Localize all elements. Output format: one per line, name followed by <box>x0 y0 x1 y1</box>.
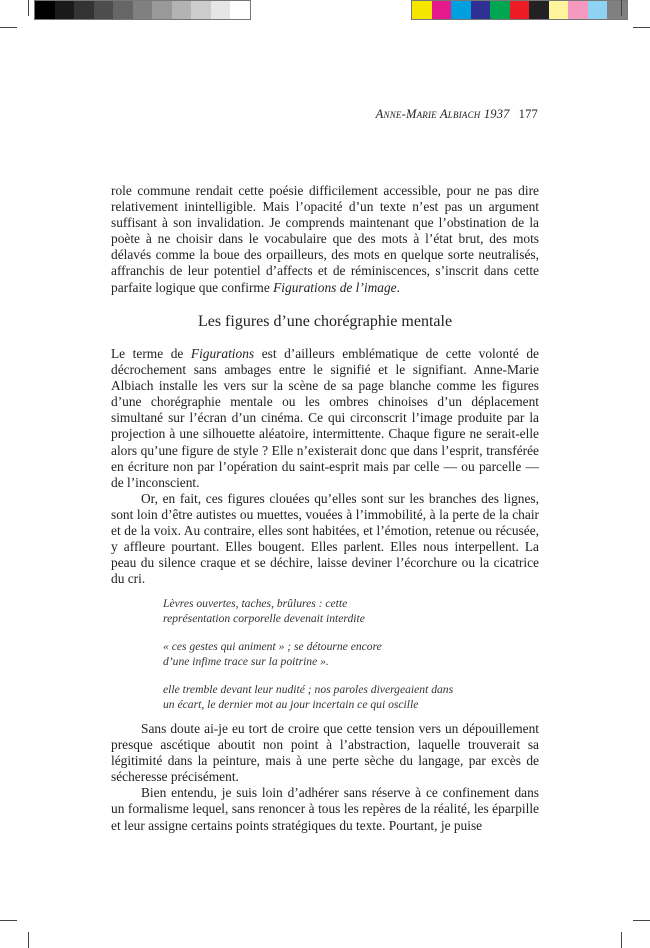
section-heading: Les figures d’une chorégraphie mentale <box>197 313 453 330</box>
paragraph-2: Le terme de Figurations est d’ailleurs emblématique de cette volonté de décrochement sans ambages entre le signifié et le signifiant. Anne-Marie Albiach installe les vers sur la scène de sa page blanche comme les figures d’une chorégraphie mentale ou les ombres chinoises d’un déplacement simultané sur l’écran d’un cinéma. Ce qui circonscrit l’image produite par la projection à une silhouette aléatoire, intermittente. Chaque figure ne serait-elle alors qu’une figure de style ? Elle n’existerait donc que dans l’esprit, transférée en écriture non par l’opération du saint-esprit mais par celle — ou parcelle — de l’inconscient. <box>111 346 539 490</box>
gray-swatch <box>230 1 250 19</box>
color-swatch <box>490 1 510 19</box>
color-swatch <box>510 1 530 19</box>
color-swatch <box>451 1 471 19</box>
crop-mark-top-right-h <box>633 27 650 28</box>
body-text-block-1 <box>111 183 539 296</box>
italic-word: Figurations <box>190 346 255 361</box>
color-calibration-bar <box>411 0 628 20</box>
grayscale-calibration-bar <box>34 0 251 20</box>
color-swatch <box>549 1 569 19</box>
body-text-block-3 <box>111 721 539 834</box>
gray-swatch <box>172 1 192 19</box>
body-text-block-2 <box>111 346 539 587</box>
gray-swatch <box>113 1 133 19</box>
paragraph-3: Or, en fait, ces figures clouées qu’elles sont sur les branches des lignes, sont loin d’être autistes ou muettes, vouées à l’immobilité, à la perte de la chair et de la voix. Au contraire, elles sont habitées, et l’émotion, retenue ou récusée, y affleure pourtant. Elles bougent. Elles parlent. Elles nous interpellent. La peau du silence craque et se déchire, laisse deviner l’écorchure ou la cicatrice du cri. <box>111 490 539 587</box>
color-swatch <box>471 1 491 19</box>
color-swatch <box>529 1 549 19</box>
color-swatch <box>568 1 588 19</box>
page-number: 177 <box>518 107 538 121</box>
crop-mark-bottom-left <box>28 932 29 948</box>
color-swatch <box>607 1 627 19</box>
crop-mark-bottom-right-h <box>633 920 650 921</box>
gray-swatch <box>211 1 231 19</box>
gray-swatch <box>74 1 94 19</box>
paragraph-5: Bien entendu, je suis loin d’adhérer sans réserve à ce confinement dans un formalisme lequel, sans renoncer à tous les repères de la réalité, les éparpille et leur assigne certains points stratégiques du texte. Pourtant, je puise <box>111 785 539 833</box>
running-head-title: Anne-Marie Albiach 1937 <box>375 107 510 121</box>
quotation-3: elle tremble devant leur nudité ; nos paroles divergeaient dans un écart, le dernier mot au jour incertain ce qui oscille <box>163 683 454 711</box>
paragraph-1: role commune rendait cette poésie difficilement accessible, pour ne pas dire relativement inintelligible. Mais l’opacité d’un texte n’est pas un argument suffisant à son invalidation. Je comprends maintenant que l’obstination de la poète à ne choisir dans le vocabulaire que des mots à l’état brut, des mots délavés comme la boue des orpailleurs, des mots en quelque sorte neutralisés, affranchis de leur potentiel d’affects et de réminiscences, s’inscrit dans cette parfaite logique que confirme Figurations de l’image. <box>111 183 539 295</box>
crop-mark-top-right <box>621 0 622 16</box>
crop-mark-bottom-left-h <box>0 920 17 921</box>
gray-swatch <box>152 1 172 19</box>
color-swatch <box>588 1 608 19</box>
quotation-1: Lèvres ouvertes, taches, brûlures : cette représentation corporelle devenait interdite <box>163 597 365 625</box>
color-swatch <box>412 1 432 19</box>
gray-swatch <box>35 1 55 19</box>
crop-mark-top-left <box>28 0 29 16</box>
gray-swatch <box>133 1 153 19</box>
quotation-2: « ces gestes qui animent » ; se détourne encore d’une infime trace sur la poitrine ». <box>163 640 382 668</box>
color-swatch <box>432 1 452 19</box>
crop-mark-top-left-h <box>0 27 17 28</box>
gray-swatch <box>55 1 75 19</box>
italic-title: Figurations de l’image <box>273 279 397 295</box>
gray-swatch <box>94 1 114 19</box>
crop-mark-bottom-right <box>621 932 622 948</box>
gray-swatch <box>191 1 211 19</box>
paragraph-4: Sans doute ai-je eu tort de croire que cette tension vers un dépouillement presque ascétique aboutit non point à l’abstraction, laquelle trouverait sa légitimité dans la peinture, mais à une perte sèche du langage, par excès de sécheresse précisément. <box>111 721 539 785</box>
running-header <box>376 107 538 122</box>
